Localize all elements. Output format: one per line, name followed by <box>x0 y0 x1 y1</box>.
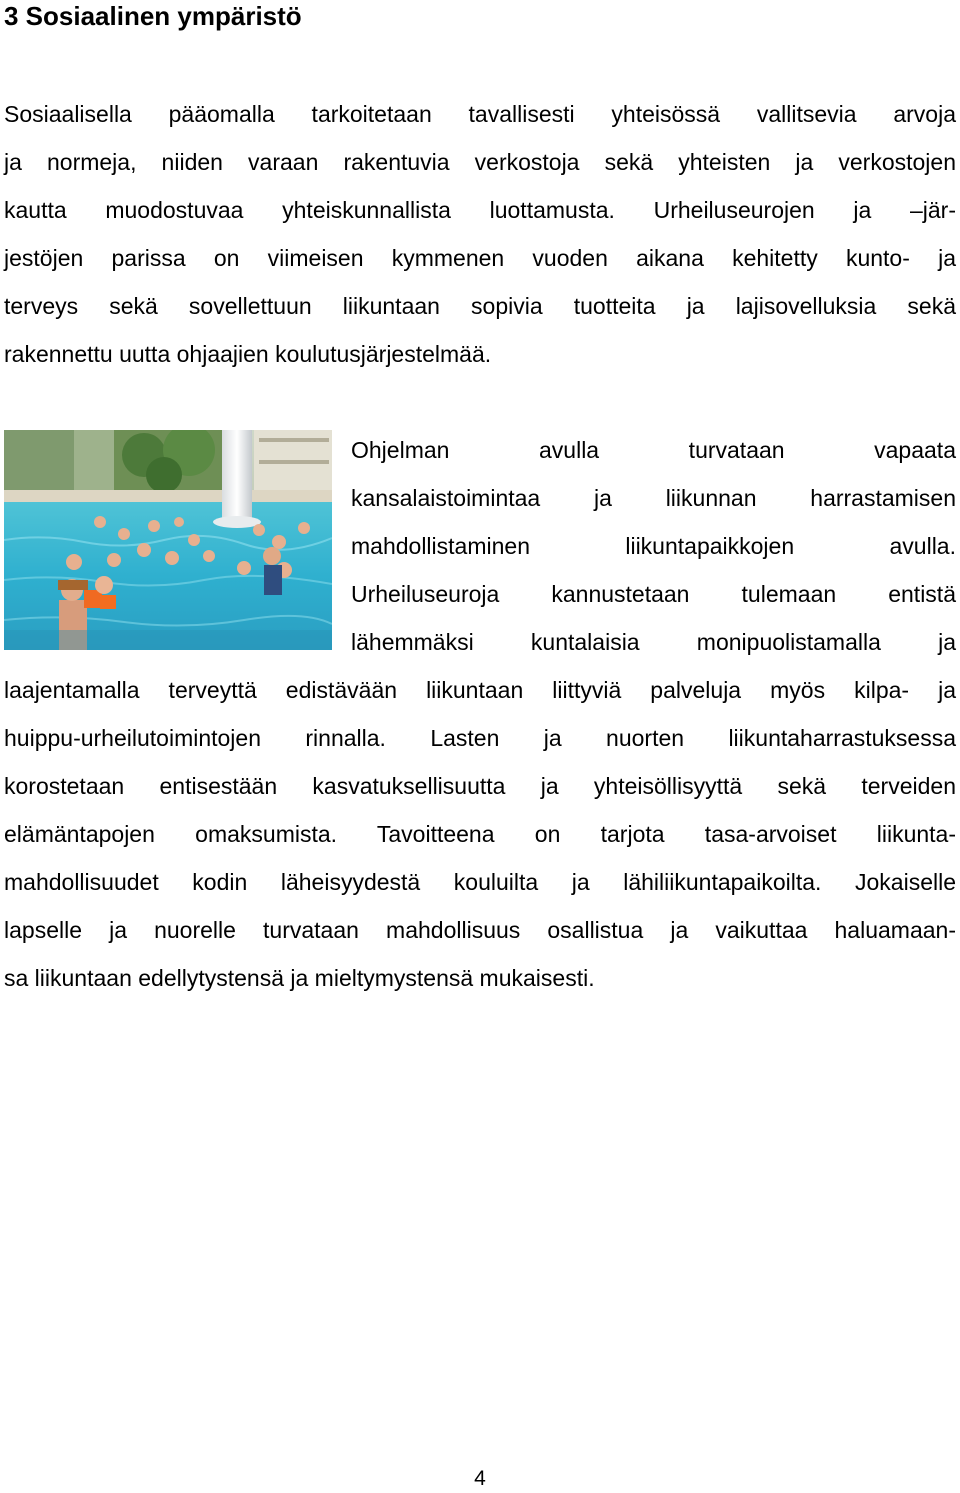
paragraph-line: Ohjelman avulla turvataan vapaata <box>351 437 956 463</box>
paragraph-line: Sosiaalisella pääomalla tarkoitetaan tavallisesti yhteisössä vallitsevia arvoja <box>4 101 956 127</box>
paragraph-line: ja normeja, niiden varaan rakentuvia verkostoja sekä yhteisten ja verkostojen <box>4 149 956 175</box>
paragraph-line: Urheiluseuroja kannustetaan tulemaan entistä <box>351 581 956 607</box>
paragraph-line: huippu-urheilutoimintojen rinnalla. Lasten ja nuorten liikuntaharrastuksessa <box>4 725 956 751</box>
swimming-pool-photo <box>4 430 332 650</box>
paragraph-line: jestöjen parissa on viimeisen kymmenen vuoden aikana kehitetty kunto- ja <box>4 245 956 271</box>
page-number: 4 <box>474 1467 486 1490</box>
paragraph-line: mahdollistaminen liikuntapaikkojen avulla. <box>351 533 956 559</box>
paragraph-line: mahdollisuudet kodin läheisyydestä kouluilta ja lähiliikuntapaikoilta. Jokaiselle <box>4 869 956 895</box>
paragraph-line: terveys sekä sovellettuun liikuntaan sopivia tuotteita ja lajisovelluksia sekä <box>4 293 956 319</box>
paragraph-line: elämäntapojen omaksumista. Tavoitteena on tarjota tasa-arvoiset liikunta- <box>4 821 956 847</box>
paragraph-line: kautta muodostuvaa yhteiskunnallista luottamusta. Urheiluseurojen ja –jär- <box>4 197 956 223</box>
paragraph-line: rakennettu uutta ohjaajien koulutusjärjestelmää. <box>4 341 492 367</box>
paragraph-line: sa liikuntaan edellytystensä ja mieltymystensä mukaisesti. <box>4 965 595 991</box>
paragraph-line: laajentamalla terveyttä edistävään liikuntaan liittyviä palveluja myös kilpa- ja <box>4 677 956 703</box>
paragraph-line: kansalaistoimintaa ja liikunnan harrastamisen <box>351 485 956 511</box>
paragraph-line: lapselle ja nuorelle turvataan mahdollisuus osallistua ja vaikuttaa haluamaan- <box>4 917 956 943</box>
paragraph-line: korostetaan entisestään kasvatuksellisuutta ja yhteisöllisyyttä sekä terveiden <box>4 773 956 799</box>
paragraph-line: lähemmäksi kuntalaisia monipuolistamalla ja <box>351 629 956 655</box>
page-heading: 3 Sosiaalinen ympäristö <box>4 1 302 31</box>
